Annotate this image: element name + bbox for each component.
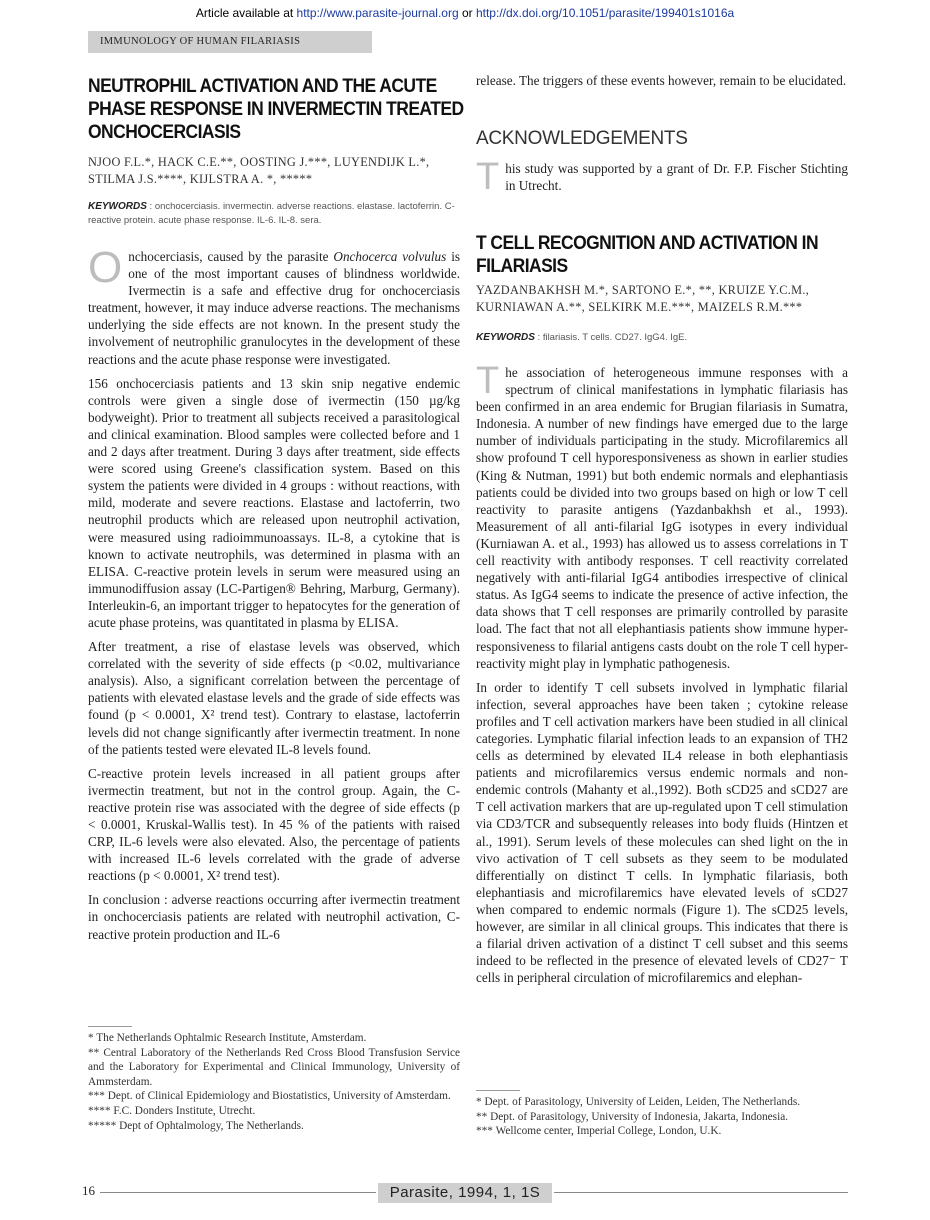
footnote: **** F.C. Donders Institute, Utrecht. [88, 1104, 256, 1117]
article2-paragraph-2: In order to identify T cell subsets involved in lymphatic filarial infection, several approaches have been taken ; cytokine release profiles and T cell activation markers have been studied in all clinical categories. Lymphatic filarial infection leads to an expansion of TH2 cells as determined by elevated IL4 release in both elephantiasis patients and microfilaremics versus endemic normals and non-endemic controls (Mahanty et al.,1992). Both sCD25 and sCD27 are T cell activation markers that are up-regulated upon T cell stimulation via CD3/TCR and subsequently releases into body fluids (Hintzen et al., 1991). Serum levels of these molecules can shed light on the in vivo activation of T cell subsets as they seem to be modulated differentially on distinct T cells. In lymphatic filariasis, both elephantiasis and microfilaremics have elevated levels of sCD27 when compared to endemic normals (Figure 1). The sCD25 levels, however, are similar in all clinical groups. This indicates that there is a filarial driven activation of a distinct T cell subset and this seems indeed to be reflected in the presence of elevated levels of CD27⁻ T cells in peripheral circulation of microfilaremics and elephan- [476, 679, 848, 986]
article1-paragraph-4: C-reactive protein levels increased in all patient groups after ivermectin treatment, but not in the control group. Again, the C-reactive protein rise was associated with the degree of side effects (p < 0.0001, Kruskal-Wallis test). In 45 % of the patients with raised CRP, IL-6 levels were also elevated. Also, the percentage of patients with increased IL-6 levels correlated with the grade of adverse reactions (p < 0.0001, X² trend test). [88, 765, 460, 884]
acknowledgements-body: his study was supported by a grant of Dr. F.P. Fischer Stichting in Utrecht. [505, 161, 848, 194]
footnote: *** Dept. of Clinical Epidemiology and Biostatistics, University of Amsterdam. [88, 1090, 451, 1103]
article1-keywords-text: : onchocerciasis. invermectin. adverse reactions. elastase. lactoferrin. C-reactive protein. acute phase response. IL-6. IL-8. sera. [88, 201, 455, 226]
article1-p1-start: nchocerciasis, caused by the parasite [128, 249, 334, 264]
article2-footnotes [476, 1090, 848, 1139]
footnote: * The Netherlands Ophtalmic Research Institute, Amsterdam. [88, 1032, 367, 1044]
availability-prefix: Article available at [195, 6, 297, 20]
footnote: ** Dept. of Parasitology, University of Indonesia, Jakarta, Indonesia. [476, 1110, 789, 1123]
acknowledgements-dropcap: T [476, 156, 500, 198]
article1-dropcap: O [88, 243, 123, 292]
article2-authors: YAZDANBAKHSH M.*, SARTONO E.*, **, KRUIZE Y.C.M., KURNIAWAN A.**, SELKIRK M.E.***, MAIZELS R.M.*** [476, 283, 810, 314]
article1-p1-rest: is one of the most important causes of blindness worldwide. Ivermectin is a safe and effective drug for onchocerciasis treatment, however, it may induce adverse reactions. The mechanisms underlying the side effects are not known. In the present study the involvement of neutrophilic granulocytes in the development of these reactions and the acute phase response were investigated. [88, 249, 460, 367]
article1-paragraph-5: In conclusion : adverse reactions occurring after ivermectin treatment in onchocerciasis patients are related with neutrophil activation, C-reactive protein production and IL-6 [88, 892, 460, 942]
footnote: ** Central Laboratory of the Netherlands Red Cross Blood Transfusion Service and the Laboratory for Experimental and Clinical Immunology, University of Ammsterdam. [88, 1046, 460, 1088]
article2-keywords-text: : filariasis. T cells. CD27. IgG4. IgE. [534, 332, 688, 343]
species-name: Onchocerca volvulus [333, 249, 447, 264]
footnote: * Dept. of Parasitology, University of Leiden, Leiden, The Netherlands. [476, 1096, 801, 1108]
article2-keywords [476, 331, 848, 345]
article1-footnotes [88, 1026, 460, 1133]
footnote: ***** Dept of Ophtalmology, The Netherlands. [88, 1119, 304, 1132]
page-number: 16 [82, 1183, 95, 1198]
article1-keywords-label: KEYWORDS [88, 201, 147, 212]
article2-p1-text: he association of heterogeneous immune responses with a spectrum of clinical manifestations in lymphatic filariasis has been confirmed in an area endemic for Brugian filariasis in Sumatra, Indonesia. A number of new findings have emerged due to the large number of individuals participating in the study. Microfilaremics all show profound T cell hyporesponsiveness as shown in earlier studies (King & Nutman, 1991) but both endemic normals and elephantiasis patients could be divided into two groups based on high or low T cell reactivity to parasite antigens (Yazdanbakhsh et al., 1993). Measurement of all anti-filarial IgG isotypes in every individual (Kurniawan A. et al., 1993) has allowed us to assess correlations in T cell reactivity with antibody responses. T cell reactivity correlated negatively with anti-filarial IgG4 antibodies irrespective of clinical status. As IgG4 seems to indicate the presence of active infection, the data shows that T cell responses are primarily controlled by parasite load. The fact that not all elephantiasis patients show immune hyper-responsiveness to filarial antigens casts doubt on the role T cell hyper-reactivity might play in lymphatic pathogenesis. [476, 365, 848, 671]
section-label: IMMUNOLOGY OF HUMAN FILARIASIS [88, 31, 372, 53]
article2-paragraph-1 [476, 360, 848, 672]
footnote: *** Wellcome center, Imperial College, London, U.K. [476, 1125, 722, 1138]
article2-dropcap: T [476, 360, 500, 402]
article2-body [476, 360, 848, 993]
journal-citation: Parasite, 1994, 1, 1S [378, 1183, 552, 1203]
acknowledgements-section [476, 118, 848, 201]
article1-authors: NJOO F.L.*, HACK C.E.**, OOSTING J.***, LUYENDIJK L.*, STILMA J.S.****, KIJLSTRA A. *, ***** [88, 155, 430, 186]
article1-paragraph-2: 156 onchocerciasis patients and 13 skin snip negative endemic controls were given a single dose of ivermectin (150 µg/kg bodyweight). Prior to treatment all subjects received a parasitological and clinical examination. Blood samples were collected before and 1 and 2 days after treatment. During 3 days after treatment, side effects were scored using Greene's classification system. Based on this system the patients were divided in 4 groups : without reactions, with mild, moderate and severe reactions. Elastase and lactoferrin, two neutrophil products which are released upon neutrophil activation, were measured using radioimmunoassays. IL-8, a cytokine that is known to activate neutrophils, was determined in plasma with an ELISA. C-reactive protein levels in serum were measured using an immunodiffusion assay (LC-Partigen® Behring, Marburg, Germany). Interleukin-6, an important trigger to hepatocytes for the generation of acute phase proteins, was quantitated in plasma by ELISA. [88, 375, 460, 630]
footnote-rule [476, 1090, 520, 1091]
article2-keywords-label: KEYWORDS [476, 332, 535, 343]
footer-rule-left [100, 1192, 376, 1193]
article1-continuation: release. The triggers of these events however, remain to be elucidated. [476, 73, 847, 88]
footer-rule-right [554, 1192, 848, 1193]
doi-link[interactable]: http://dx.doi.org/10.1051/parasite/199401s1016a [475, 6, 735, 20]
article1-body [88, 243, 460, 950]
article2-title: T CELL RECOGNITION AND ACTIVATION IN FILARIASIS [476, 233, 819, 277]
article1-paragraph-3: After treatment, a rise of elastase levels was observed, which correlated with the severity of side effects (p <0.02, multivariance analysis). Also, a significant correlation between the percentage of patients with elevated elastase levels and the grade of side effects was found (p < 0.0001, X² trend test). Contrary to elastase, lactoferrin levels did not change significantly after ivermectin treatment. In none of the patients tested were elevated IL-8 levels found. [88, 639, 460, 757]
article1-title: NEUTROPHIL ACTIVATION AND THE ACUTE PHASE RESPONSE IN INVERMECTIN TREATED ONCHOCERCIASIS [88, 76, 464, 143]
availability-note [0, 6, 930, 20]
acknowledgements-heading: ACKNOWLEDGEMENTS [476, 128, 688, 149]
acknowledgements-text [476, 156, 848, 198]
journal-link[interactable]: http://www.parasite-journal.org [296, 6, 459, 20]
article1-paragraph-1 [88, 243, 460, 368]
article1-keywords [88, 200, 460, 228]
footnote-rule [88, 1026, 132, 1027]
availability-or: or [458, 6, 476, 20]
